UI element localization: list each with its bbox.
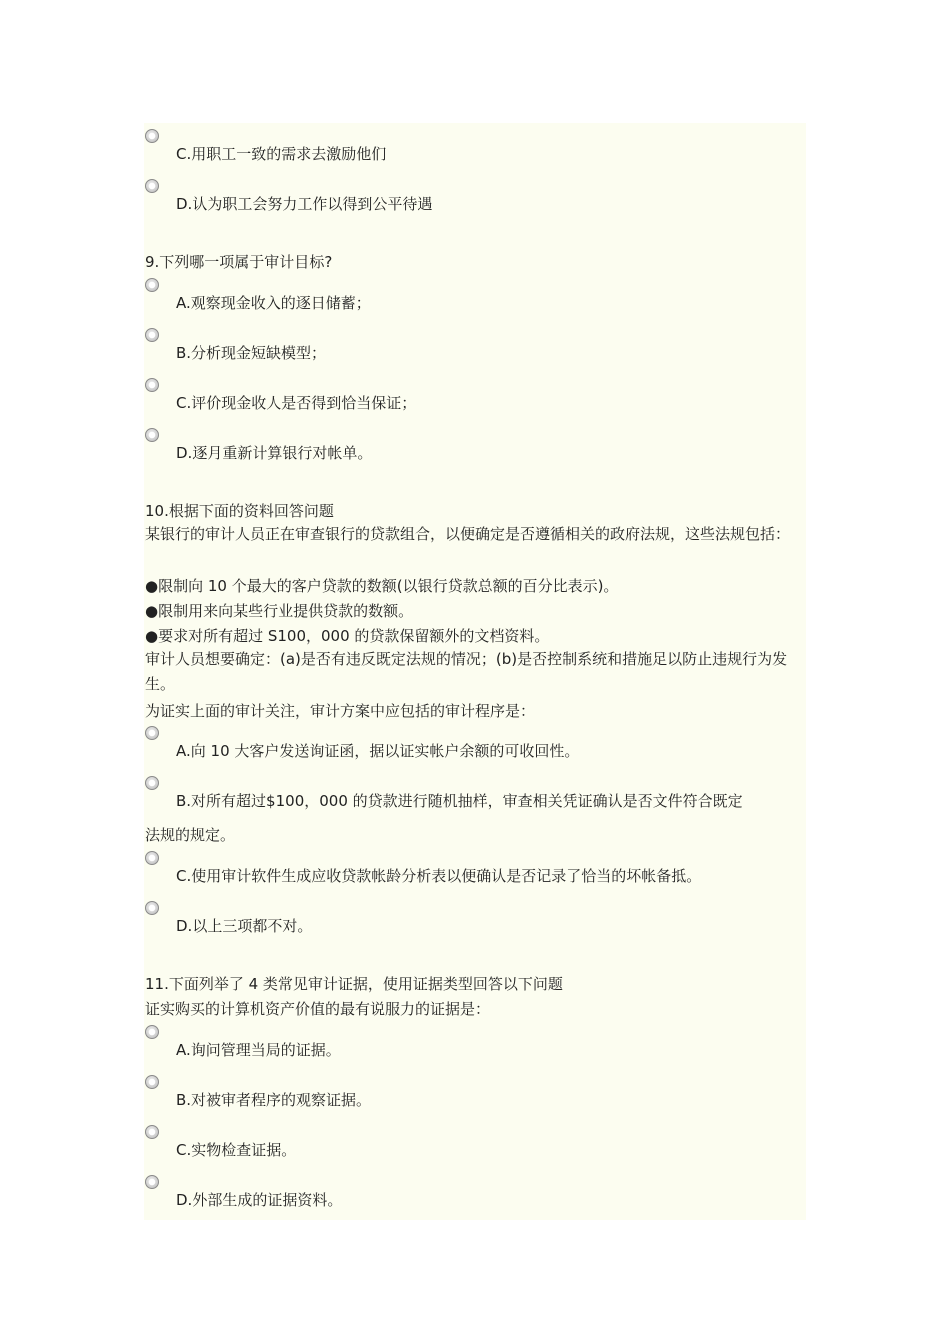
option-q9-d: D.逐月重新计算银行对帐单。 xyxy=(176,444,373,462)
radio-q9-c[interactable] xyxy=(145,378,159,392)
question-10-bullet-2: ●限制用来向某些行业提供贷款的数额。 xyxy=(145,602,414,620)
option-q11-c: C.实物检查证据。 xyxy=(176,1141,297,1159)
option-q8-c: C.用职工一致的需求去激励他们 xyxy=(176,145,387,163)
question-9-title: 9.下列哪一项属于审计目标? xyxy=(145,253,333,271)
option-q10-d: D.以上三项都不对。 xyxy=(176,917,313,935)
question-10-prompt: 为证实上面的审计关注，审计方案中应包括的审计程序是： xyxy=(145,702,536,720)
question-10-bullet-1: ●限制向 10 个最大的客户贷款的数额(以银行贷款总额的百分比表示)。 xyxy=(145,577,619,595)
option-q11-d: D.外部生成的证据资料。 xyxy=(176,1191,343,1209)
option-q10-a: A.向 10 大客户发送询证函，据以证实帐户余额的可收回性。 xyxy=(176,742,580,760)
option-q9-a: A.观察现金收入的逐日储蓄； xyxy=(176,294,371,312)
radio-q11-b[interactable] xyxy=(145,1075,159,1089)
radio-q10-c[interactable] xyxy=(145,851,159,865)
radio-q10-b[interactable] xyxy=(145,776,159,790)
radio-q11-a[interactable] xyxy=(145,1025,159,1039)
option-q11-b: B.对被审者程序的观察证据。 xyxy=(176,1091,372,1109)
option-q9-c: C.评价现金收人是否得到恰当保证； xyxy=(176,394,417,412)
option-q9-b: B.分析现金短缺模型； xyxy=(176,344,327,362)
question-10-title: 10.根据下面的资料回答问题 xyxy=(145,502,334,520)
radio-q10-a[interactable] xyxy=(145,726,159,740)
radio-q9-d[interactable] xyxy=(145,428,159,442)
question-11-prompt: 证实购买的计算机资产价值的最有说服力的证据是： xyxy=(145,1000,491,1018)
option-q8-d: D.认为职工会努力工作以得到公平待遇 xyxy=(176,195,433,213)
radio-q11-c[interactable] xyxy=(145,1125,159,1139)
question-10-intro: 某银行的审计人员正在审查银行的贷款组合，以便确定是否遵循相关的政府法规，这些法规包括： xyxy=(145,525,791,543)
radio-q9-a[interactable] xyxy=(145,278,159,292)
radio-q8-d[interactable] xyxy=(145,179,159,193)
option-q10-c: C.使用审计软件生成应收贷款帐龄分析表以便确认是否记录了恰当的坏帐备抵。 xyxy=(176,867,702,885)
question-11-title: 11.下面列举了 4 类常见审计证据，使用证据类型回答以下问题 xyxy=(145,975,563,993)
radio-q11-d[interactable] xyxy=(145,1175,159,1189)
radio-q10-d[interactable] xyxy=(145,901,159,915)
question-10-paragraph: 审计人员想要确定：(a)是否有违反既定法规的情况；(b)是否控制系统和措施足以防止违规行为发生。 xyxy=(145,650,788,693)
radio-q8-c[interactable] xyxy=(145,129,159,143)
radio-q9-b[interactable] xyxy=(145,328,159,342)
question-10-bullet-3: ●要求对所有超过 S100，000 的贷款保留额外的文档资料。 xyxy=(145,627,550,645)
option-q10-b: B.对所有超过$100，000 的贷款进行随机抽样，审查相关凭证确认是否文件符合既定 xyxy=(176,792,743,810)
option-q10-b-continued: 法规的规定。 xyxy=(145,826,236,844)
option-q11-a: A.询问管理当局的证据。 xyxy=(176,1041,341,1059)
